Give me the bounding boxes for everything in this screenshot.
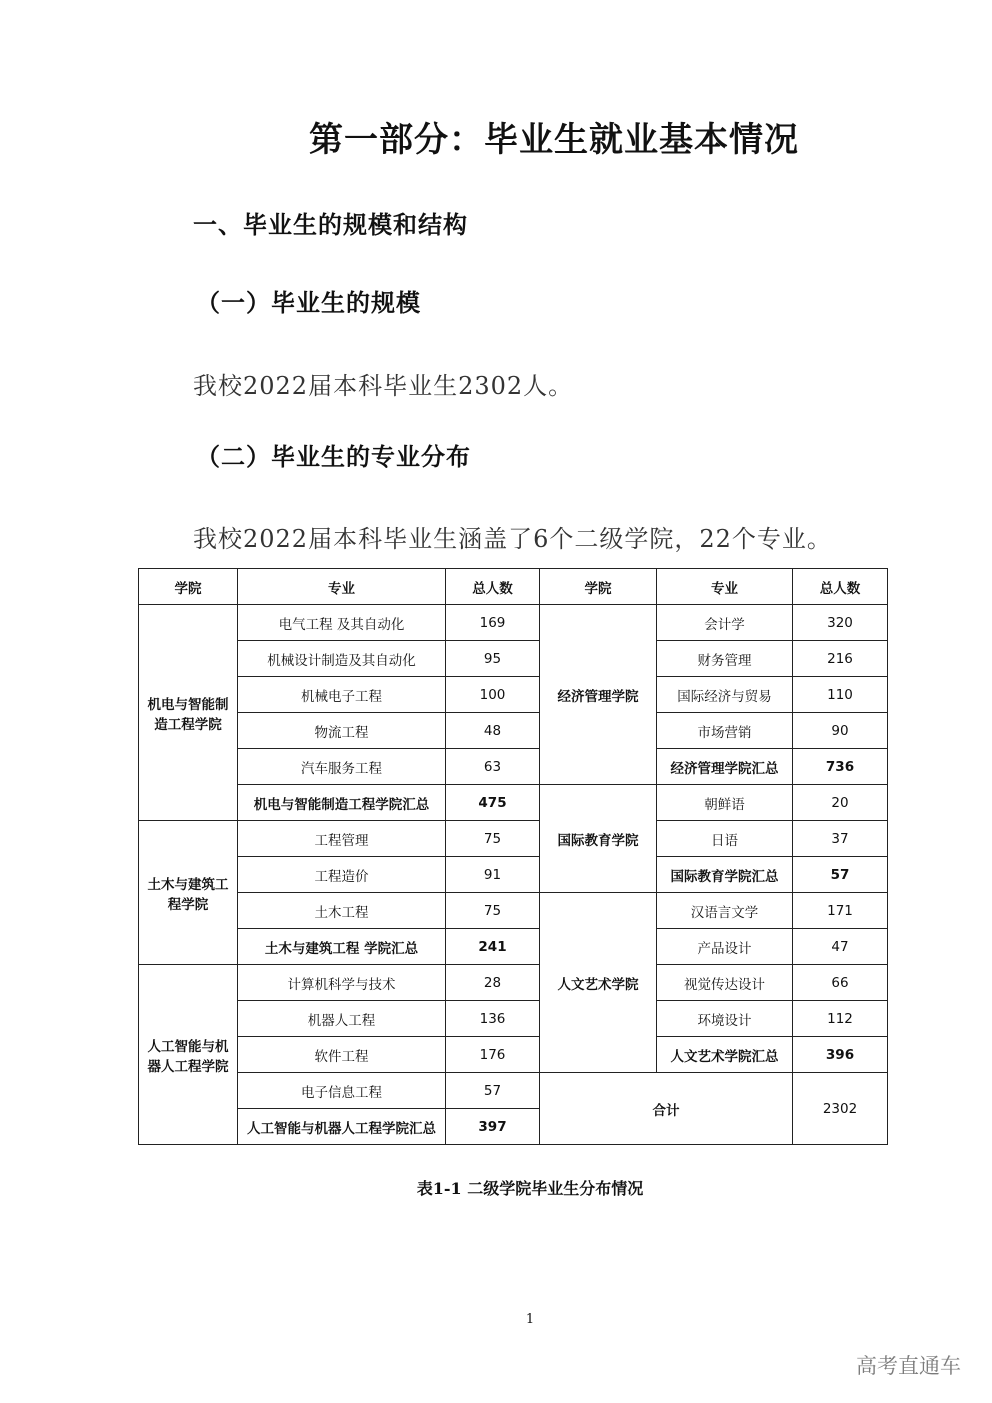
college-total-value: 475 <box>446 785 540 821</box>
major-cell: 软件工程 <box>238 1037 446 1073</box>
count-cell: 136 <box>446 1001 540 1037</box>
section-heading: 一、毕业生的规模和结构 <box>193 210 468 239</box>
count-cell: 20 <box>793 785 888 821</box>
header-cell: 专业 <box>657 569 793 605</box>
table-row <box>139 893 888 929</box>
major-cell: 环境设计 <box>657 1001 793 1037</box>
count-cell: 112 <box>793 1001 888 1037</box>
major-cell: 市场营销 <box>657 713 793 749</box>
major-cell: 汉语言文学 <box>657 893 793 929</box>
college-total-value: 396 <box>793 1037 888 1073</box>
table-row <box>139 965 888 1001</box>
count-cell: 75 <box>446 821 540 857</box>
count-cell: 216 <box>793 641 888 677</box>
count-cell: 37 <box>793 821 888 857</box>
subsection-heading-scale: （一）毕业生的规模 <box>196 288 421 317</box>
subsection-heading-distribution: （二）毕业生的专业分布 <box>196 442 471 471</box>
major-cell: 视觉传达设计 <box>657 965 793 1001</box>
major-cell: 电子信息工程 <box>238 1073 446 1109</box>
major-cell: 电气工程 及其自动化 <box>238 605 446 641</box>
major-cell: 产品设计 <box>657 929 793 965</box>
graduate-distribution-table <box>138 568 888 1145</box>
header-cell: 总人数 <box>446 569 540 605</box>
scale-paragraph: 我校2022届本科毕业生2302人。 <box>193 372 574 400</box>
major-cell: 工程管理 <box>238 821 446 857</box>
major-cell: 国际经济与贸易 <box>657 677 793 713</box>
college-total-value: 736 <box>793 749 888 785</box>
major-cell: 汽车服务工程 <box>238 749 446 785</box>
count-cell: 47 <box>793 929 888 965</box>
college-total-value: 241 <box>446 929 540 965</box>
header-cell: 学院 <box>540 569 657 605</box>
table-row <box>139 605 888 641</box>
count-cell: 320 <box>793 605 888 641</box>
count-cell: 90 <box>793 713 888 749</box>
grand-total-value: 2302 <box>793 1073 888 1145</box>
count-cell: 95 <box>446 641 540 677</box>
college-total-label: 经济管理学院汇总 <box>657 749 793 785</box>
count-cell: 57 <box>446 1073 540 1109</box>
count-cell: 169 <box>446 605 540 641</box>
table-header-row <box>139 569 888 605</box>
count-cell: 100 <box>446 677 540 713</box>
header-cell: 专业 <box>238 569 446 605</box>
major-cell: 机械电子工程 <box>238 677 446 713</box>
college-total-label: 国际教育学院汇总 <box>657 857 793 893</box>
grand-total-label: 合计 <box>540 1073 793 1145</box>
table-row <box>139 1001 888 1037</box>
college-name-cell: 机电与智能制造工程学院 <box>139 605 238 821</box>
count-cell: 66 <box>793 965 888 1001</box>
table-row <box>139 677 888 713</box>
table-row <box>139 1073 888 1109</box>
table-row <box>139 857 888 893</box>
count-cell: 28 <box>446 965 540 1001</box>
count-cell: 75 <box>446 893 540 929</box>
major-cell: 朝鲜语 <box>657 785 793 821</box>
table-row <box>139 641 888 677</box>
college-total-label: 土木与建筑工程 学院汇总 <box>238 929 446 965</box>
table-row <box>139 749 888 785</box>
college-name-cell: 人文艺术学院 <box>540 893 657 1073</box>
table-row <box>139 1037 888 1073</box>
college-total-value: 397 <box>446 1109 540 1145</box>
distribution-paragraph: 我校2022届本科毕业生涵盖了6个二级学院，22个专业。 <box>193 525 832 553</box>
page-title: 第一部分：毕业生就业基本情况 <box>309 120 799 160</box>
table-caption: 表1-1 二级学院毕业生分布情况 <box>416 1179 644 1198</box>
major-cell: 财务管理 <box>657 641 793 677</box>
table-row <box>139 785 888 821</box>
header-cell: 总人数 <box>793 569 888 605</box>
college-name-cell: 人工智能与机器人工程学院 <box>139 965 238 1145</box>
count-cell: 171 <box>793 893 888 929</box>
major-cell: 计算机科学与技术 <box>238 965 446 1001</box>
table-row <box>139 713 888 749</box>
major-cell: 工程造价 <box>238 857 446 893</box>
college-name-cell: 经济管理学院 <box>540 605 657 785</box>
header-cell: 学院 <box>139 569 238 605</box>
college-total-label: 人文艺术学院汇总 <box>657 1037 793 1073</box>
major-cell: 机器人工程 <box>238 1001 446 1037</box>
count-cell: 110 <box>793 677 888 713</box>
college-name-cell: 土木与建筑工程学院 <box>139 821 238 965</box>
count-cell: 176 <box>446 1037 540 1073</box>
college-total-value: 57 <box>793 857 888 893</box>
major-cell: 物流工程 <box>238 713 446 749</box>
major-cell: 机械设计制造及其自动化 <box>238 641 446 677</box>
major-cell: 会计学 <box>657 605 793 641</box>
count-cell: 63 <box>446 749 540 785</box>
watermark: 高考直通车 <box>856 1354 961 1378</box>
major-cell: 土木工程 <box>238 893 446 929</box>
college-name-cell: 国际教育学院 <box>540 785 657 893</box>
page-number: 1 <box>525 1312 535 1327</box>
college-total-label: 人工智能与机器人工程学院汇总 <box>238 1109 446 1145</box>
table-row <box>139 821 888 857</box>
count-cell: 91 <box>446 857 540 893</box>
college-total-label: 机电与智能制造工程学院汇总 <box>238 785 446 821</box>
count-cell: 48 <box>446 713 540 749</box>
major-cell: 日语 <box>657 821 793 857</box>
table-row <box>139 929 888 965</box>
